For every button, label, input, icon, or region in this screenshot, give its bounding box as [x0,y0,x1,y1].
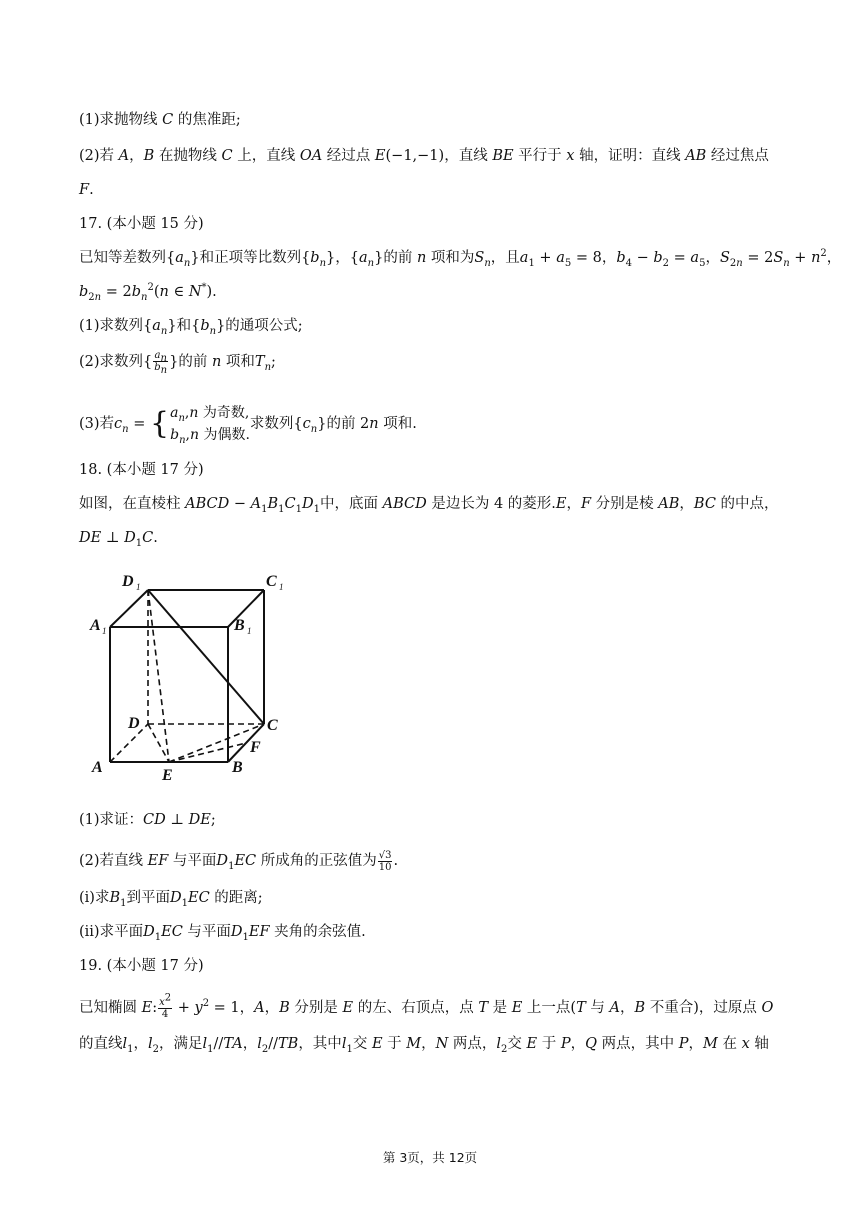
q18-header: 18. (本小题 17 分) [79,462,204,478]
q19-line1: 已知椭圆 E: $\frac{x^2}{4}$ + $y^2 = 1$，A，B 分别是 E 的左、右顶点，点 T 是 E 上一点(T 与 A，B 不重合)，过原点 O [79,992,774,1020]
q18-part1: (1)求证：CD ⊥ DE; [79,812,216,828]
label-A: A [92,759,103,776]
label-B: B [232,759,243,776]
page-footer: 第 3页，共 12页 [382,1150,478,1165]
q17-header: 17. (本小题 15 分) [79,216,204,232]
label-D1-sub: 1 [136,582,141,592]
q16-part2-line2: F. [79,182,94,198]
q16-part2-line1: (2)若 A，B 在抛物线 C 上，直线 OA 经过点 E(−1,−1)，直线 BE 平行于 x 轴，证明：直线 AB 经过焦点 [79,148,769,164]
label-A1: A [90,617,101,634]
label-C: C [267,717,278,734]
label-D1: D [122,573,134,590]
label-E: E [162,767,173,784]
prism-figure [86,566,292,784]
q17-part1: (1)求数列$\{a_n\}$和$\{b_n\}$的通项公式; [79,318,303,337]
q17-line1: 已知等差数列$\{a_n\}$和正项等比数列$\{b_n\}$，$\{a_n\}$的前 n 项和为$S_n$，且$a_1 + a_5 = 8$，$b_4 - b_2 = a_5$，$S_{2n} = 2S_n + n^2$， [79,248,842,269]
q17-line2: $b_{2n} = 2b_n^2(n$ ∈ N*). [79,282,217,303]
label-D: D [128,715,140,732]
label-A1-sub: 1 [102,626,107,636]
label-F: F [250,739,261,756]
q16-part1: (1)求抛物线 C 的焦准距; [79,112,241,128]
q19-line2: 的直线$l_1$，$l_2$，满足$l_1//TA$，$l_2//TB$，其中$l_1$交 E 于 M，N 两点，$l_2$交 E 于 P，Q 两点，其中 P，M 在 x 轴 [79,1036,769,1055]
q17-part3: (3)若$c_n$ = { $a_n,n$ 为奇数, $b_n,n$ 为偶数. 求数列$\{c_n\}$的前 2n 项和. [79,405,417,446]
label-C1-sub: 1 [279,582,284,592]
q18-part2-ii: (ⅱ)求平面$D_1EC$ 与平面$D_1EF$ 夹角的余弦值. [79,924,366,943]
q18-part2-i: (ⅰ)求$B_1$到平面$D_1EC$ 的距离; [79,890,263,909]
q18-part2: (2)若直线 EF 与平面$D_1EC$ 所成角的正弦值为 $\frac{√3}{10}$ . [79,849,399,873]
q18-line1: 如图，在直棱柱 ABCD − $A_1B_1C_1D_1$中，底面 ABCD 是边长为 4 的菱形.E，F 分别是棱 AB，BC 的中点， [79,496,779,515]
q19-header: 19. (本小题 17 分) [79,958,204,974]
label-C1: C [266,573,277,590]
label-B1-sub: 1 [247,626,252,636]
q17-part2: (2)求数列{ $\frac{a_n}{b_n}$ }的前 n 项和$T_n$; [79,350,276,376]
label-B1: B [234,617,245,634]
q18-line2: DE ⊥ $D_1C$. [79,530,158,549]
